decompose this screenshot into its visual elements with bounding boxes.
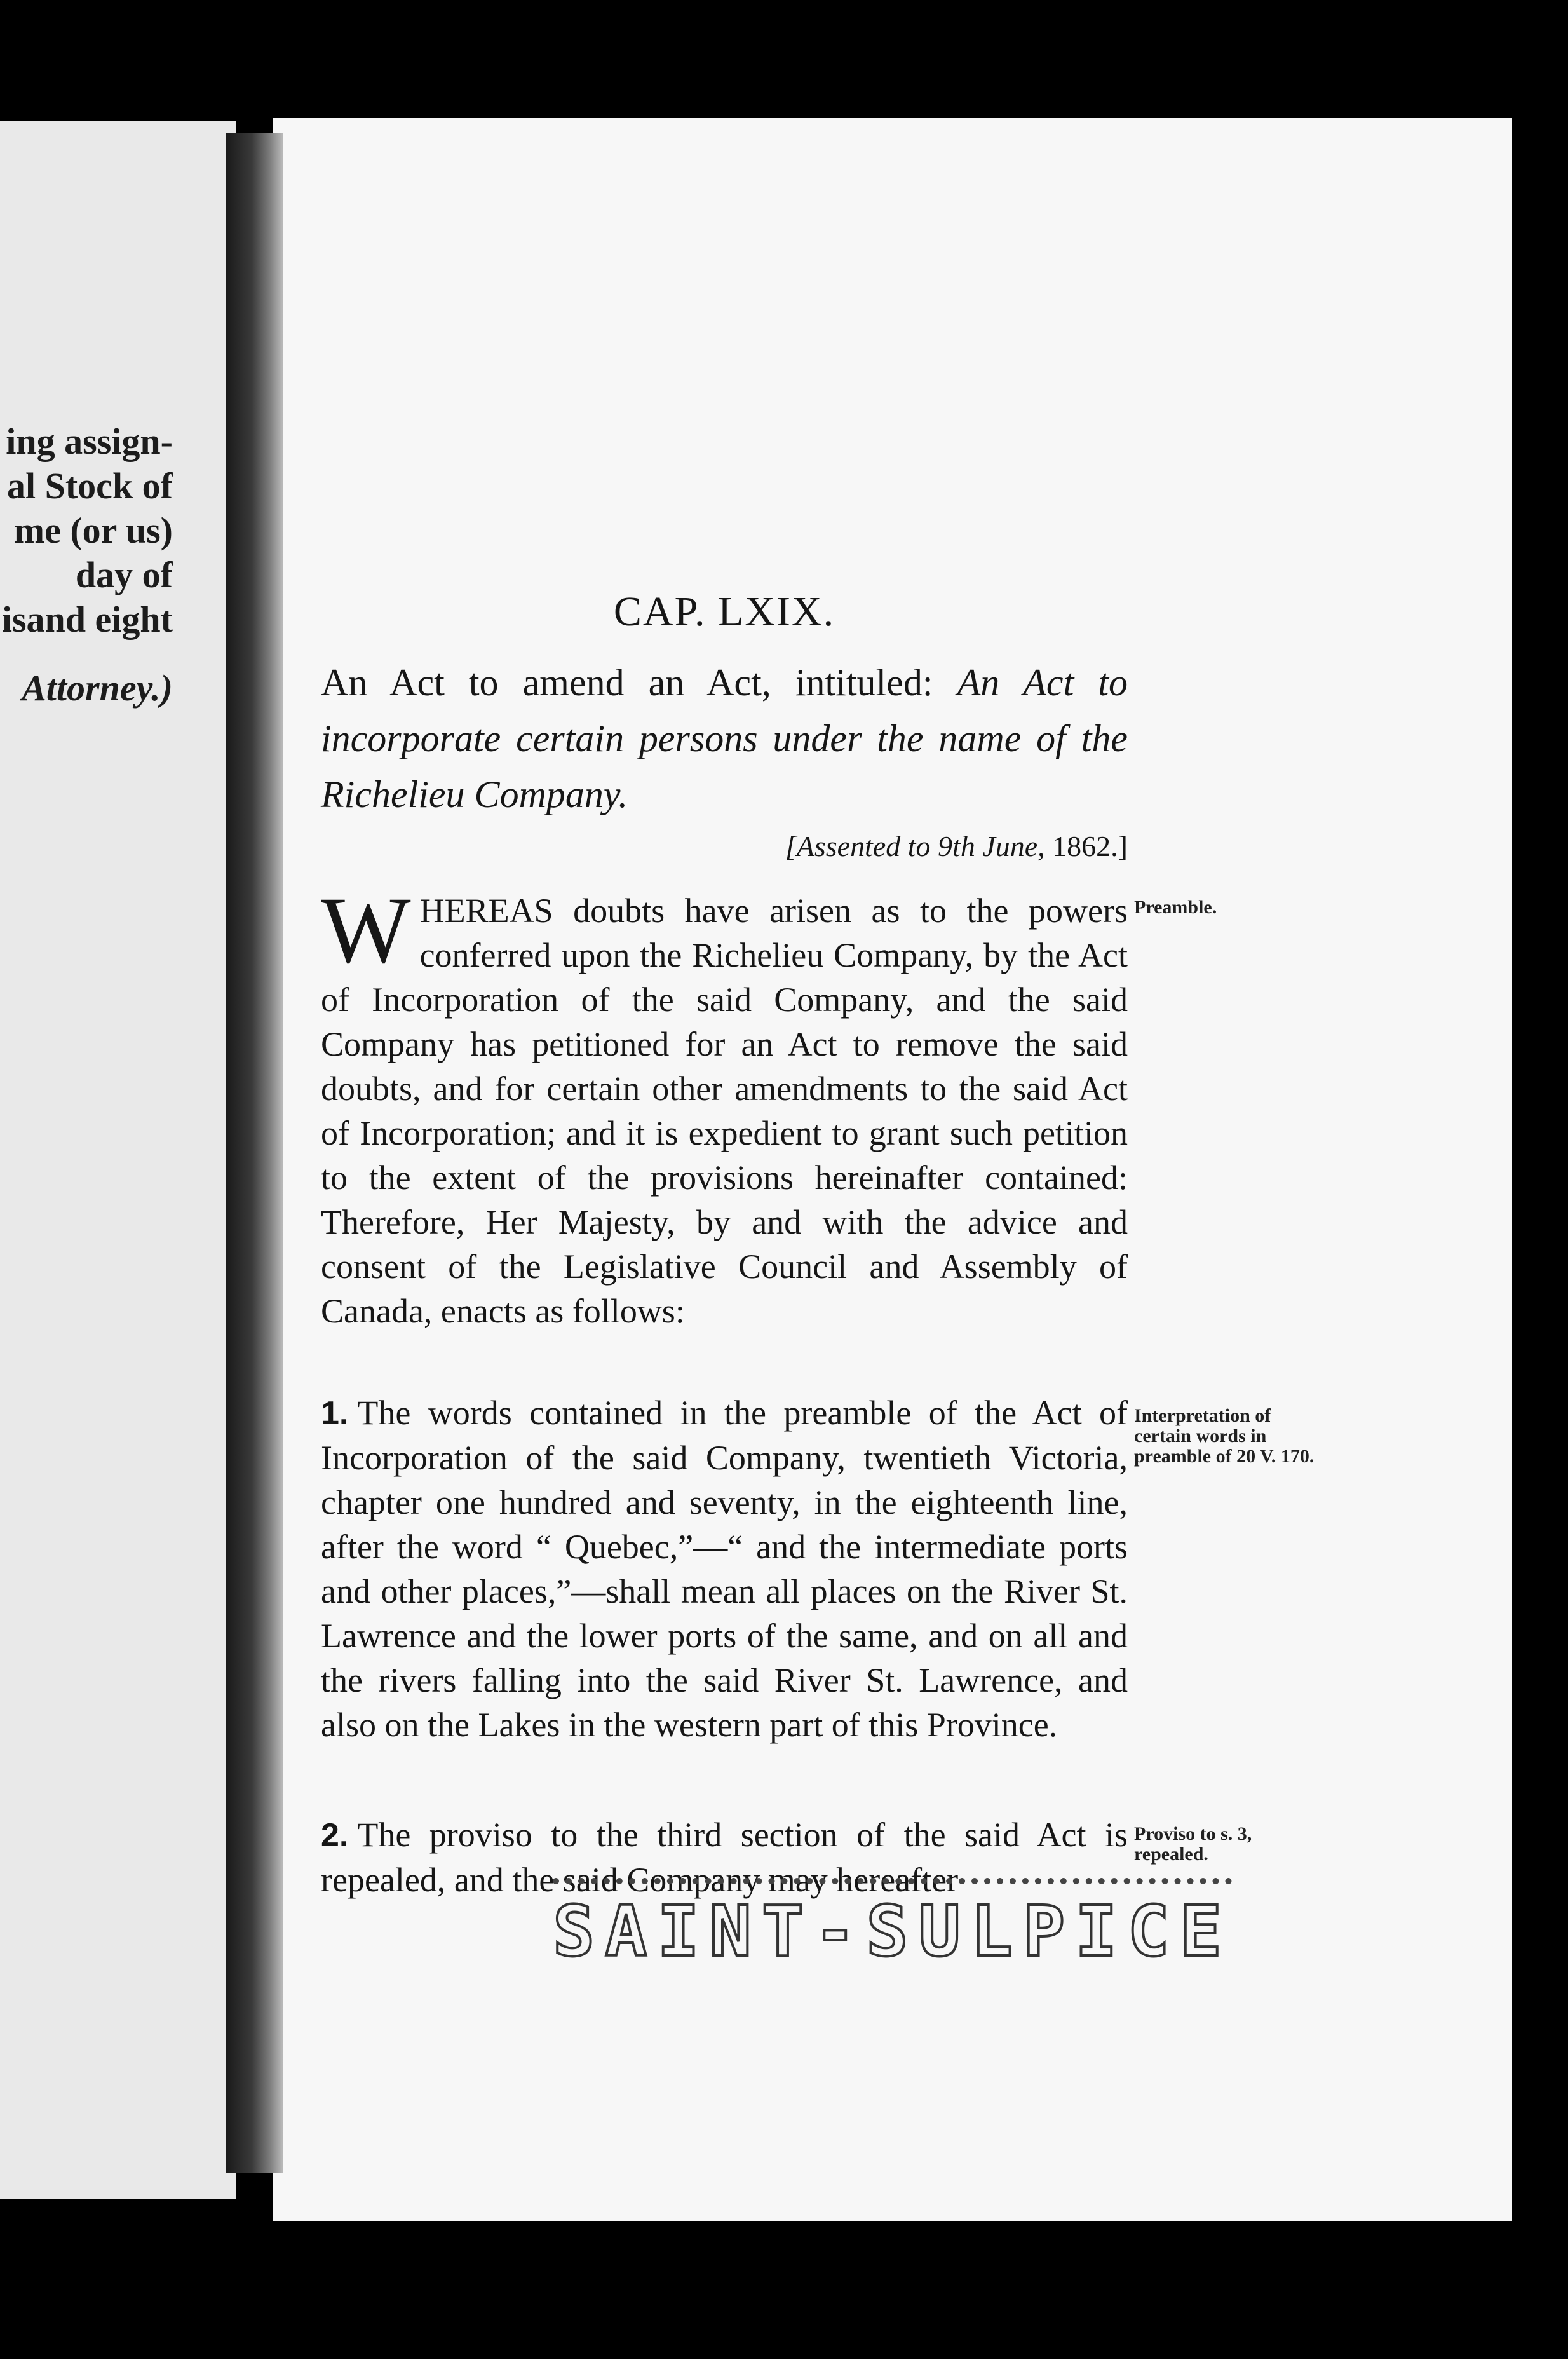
facing-line: ing assign- xyxy=(6,421,173,462)
section-1-text: The words contained in the preamble of the Act of Incorporation of the said Company, twentieth Victoria, chapter one hundred and seventy, in the eighteenth line, after the word “ Quebec,”—“ and the intermediate ports and other places,”—shall mean all places on the River St. Lawrence and the lower ports of the same, and on all and the rivers falling into the said River St. Lawrence, and also on the Lakes in the western part of this Province. xyxy=(321,1394,1128,1744)
margin-note-preamble: Preamble. xyxy=(1134,897,1217,918)
binding-gutter xyxy=(226,133,283,2173)
assent-line xyxy=(321,829,1128,863)
section-number: 1. xyxy=(321,1395,349,1432)
act-title-italic: An Act to incorporate certain persons under the name of the Richelieu Company. xyxy=(321,662,1128,815)
facing-attorney: Attorney.) xyxy=(22,667,173,709)
facing-page-text xyxy=(2,419,173,710)
preamble-text: HEREAS doubts have arisen as to the powers conferred upon the Richelieu Company, by the Act of Incorporation of the said Company, and the said Company has petitioned for an Act to remove the said doubts, and for certain other amendments to the said Act of Incorporation; and it is expedient to grant such petition to the extent of the provisions hereinafter contained: Therefore, Her Majesty, by and with the advice and consent of the Legislative Council and Assembly of Canada, enacts as follows: xyxy=(321,892,1128,1330)
preamble-paragraph xyxy=(321,878,1128,1333)
facing-line: al Stock of xyxy=(7,465,173,506)
margin-note-section-1: Interpretation of certain words in preamble of 20 V. 170. xyxy=(1134,1405,1315,1467)
section-number: 2. xyxy=(321,1817,349,1854)
section-2-text: The proviso to the third section of the said Act is repealed, and the said Company may hereafter xyxy=(321,1816,1128,1899)
facing-page xyxy=(0,121,236,2199)
chapter-heading: CAP. LXIX. xyxy=(613,588,835,635)
drop-cap: W xyxy=(321,878,411,983)
facing-line: isand eight xyxy=(1,599,173,640)
section-1 xyxy=(321,1390,1128,1747)
margin-note-section-2: Proviso to s. 3, repealed. xyxy=(1134,1823,1252,1865)
facing-line: me (or us) xyxy=(13,510,173,551)
perforated-stamp: SAINT-SULPICE xyxy=(553,1878,1232,1972)
assent-prefix: [Assented to 9th June, xyxy=(785,830,1045,862)
act-title xyxy=(321,655,1128,822)
act-title-plain: An Act to amend an Act, intituled: xyxy=(321,662,933,704)
facing-line: day of xyxy=(75,554,173,595)
assent-year: 1862.] xyxy=(1052,830,1128,862)
